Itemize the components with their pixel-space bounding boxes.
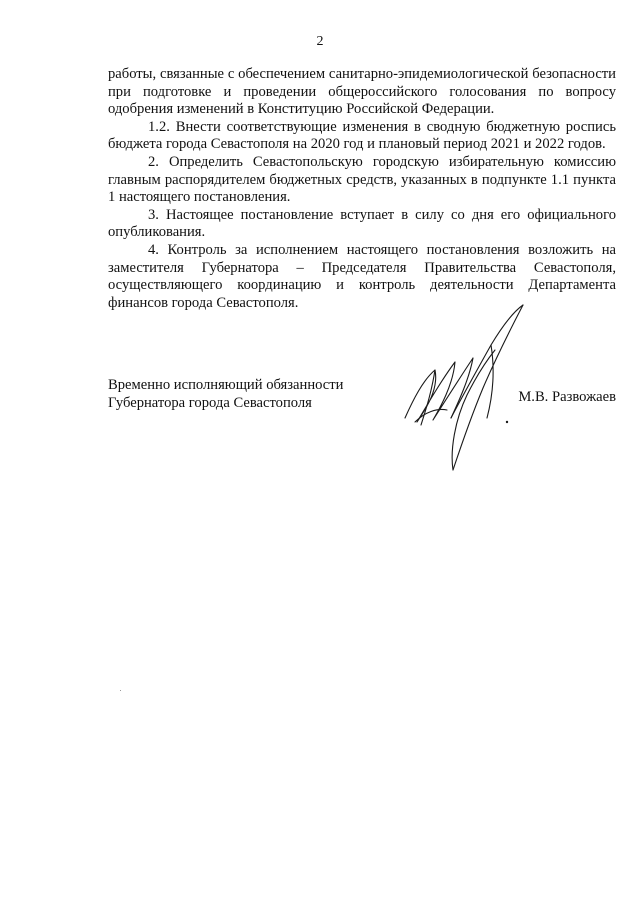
page-number: 2 xyxy=(316,34,324,49)
document-body xyxy=(108,66,616,312)
paragraph-continuation: работы, связанные с обеспечением санитарно-эпидемиологической безопасности при подготовке и проведении общероссийского голосования по вопросу одобрения изменений в Конституцию Российской Федерации. xyxy=(108,66,616,118)
signatory-title-line2: Губернатора города Севастополя xyxy=(108,394,312,411)
handwritten-signature xyxy=(395,300,535,485)
paragraph-2: 2. Определить Севастопольскую городскую избирательную комиссию главным распорядителем бюджетных средств, указанных в подпункте 1.1 пункта 1 настоящего постановления. xyxy=(108,153,616,206)
paragraph-3: 3. Настоящее постановление вступает в силу со дня его официального опубликования. xyxy=(108,206,616,241)
scan-speck xyxy=(120,690,121,691)
signatory-name: М.В. Развожаев xyxy=(518,389,616,405)
paragraph-4: 4. Контроль за исполнением настоящего постановления возложить на заместителя Губернатора – Председателя Правительства Севастополя, осуществляющего координацию и контроль деятельности Департамента финансов города Севастополя. xyxy=(108,241,616,311)
signature-block xyxy=(108,377,616,487)
signatory-title-line1: Временно исполняющий обязанности xyxy=(108,377,344,393)
paragraph-1-2: 1.2. Внести соответствующие изменения в сводную бюджетную роспись бюджета города Севастополя на 2020 год и плановый период 2021 и 2022 годов. xyxy=(108,118,616,153)
